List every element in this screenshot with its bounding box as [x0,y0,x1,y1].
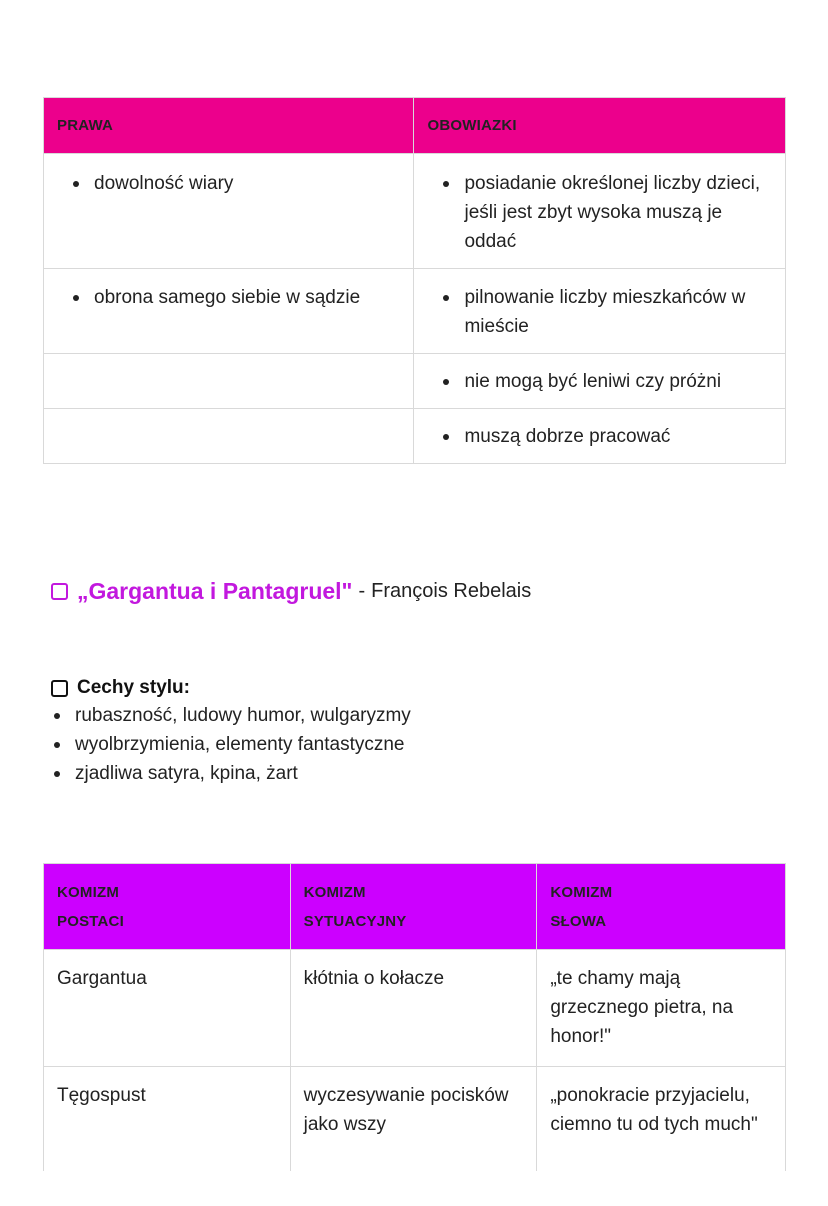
checkbox-icon [51,680,68,697]
table-cell [414,154,786,269]
book-heading [51,578,531,605]
comedy-table [43,863,786,1171]
title-separator: - [358,580,366,602]
list-item: rubaszność, ludowy humor, wulgaryzmy [51,701,411,730]
table-cell: kłótnia o kołacze [290,950,537,1067]
table-row [44,409,786,464]
header-obowiazki: OBOWIAZKI [414,98,786,154]
list-item: obrona samego siebie w sądzie [70,283,401,312]
table-cell: „te chamy mają grzecznego pietra, na honor!" [537,950,786,1067]
table-cell: „ponokracie przyjacielu, ciemno tu od tych much" [537,1067,786,1172]
style-heading-row [51,677,411,699]
table-row [44,1067,786,1172]
empty-cell [44,354,414,409]
style-list [51,701,411,788]
header-komizm-sytuacyjny: KOMIZM SYTUACYJNY [290,864,537,950]
table-cell [414,409,786,464]
list-item: wyolbrzymienia, elementy fantastyczne [51,730,411,759]
table-row [44,354,786,409]
book-author: François Rebelais [371,580,532,602]
table-row [44,950,786,1067]
list-item: dowolność wiary [70,169,401,198]
book-title: „Gargantua i Pantagruel" [77,578,353,604]
rights-duties-table [43,97,786,464]
list-item: pilnowanie liczby mieszkańców w mieście [440,283,773,341]
list-item: zjadliwa satyra, kpina, żart [51,759,411,788]
table-row [44,154,786,269]
style-features [51,677,411,788]
empty-cell [44,409,414,464]
table-cell [44,269,414,354]
table-cell [44,154,414,269]
style-heading: Cechy stylu: [77,677,190,698]
table-cell [414,269,786,354]
header-prawa: PRAWA [44,98,414,154]
table-row [44,269,786,354]
list-item: nie mogą być leniwi czy próżni [440,367,773,396]
header-komizm-postaci: KOMIZM POSTACI [44,864,291,950]
list-item: muszą dobrze pracować [440,422,773,451]
table-cell: wyczesywanie pocisków jako wszy [290,1067,537,1172]
table-cell: Gargantua [44,950,291,1067]
table-cell: Tęgospust [44,1067,291,1172]
checkbox-icon [51,583,68,600]
table-cell [414,354,786,409]
list-item: posiadanie określonej liczby dzieci, jeśli jest zbyt wysoka muszą je oddać [440,169,773,256]
header-komizm-slowa: KOMIZM SŁOWA [537,864,786,950]
